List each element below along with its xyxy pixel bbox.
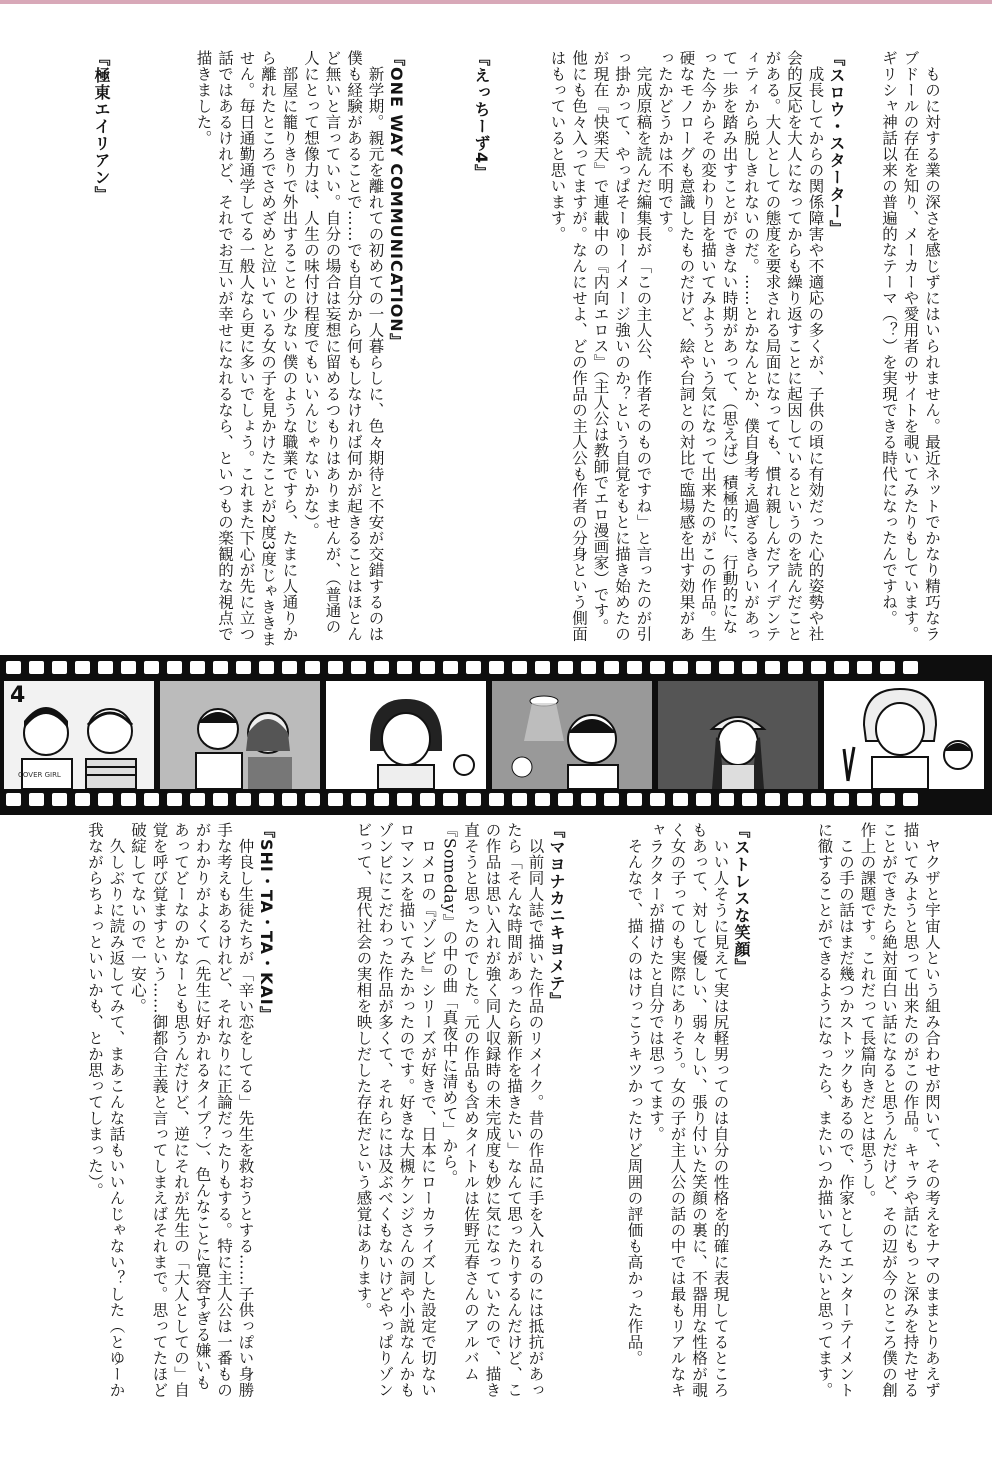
film-hole	[673, 661, 688, 674]
section-heading: 『極東エイリアン』	[92, 50, 111, 203]
paragraph: ヤクザと宇宙人という組み合わせが閃いて、その考えをナマのままとりあえず描いてみようと思って出来たのがこの作品。キャラや話にもっと深みを持たせることができたら絶対面白い話になると思うんだけど、その辺が今のところ僕の創作上の課題です。これだって長篇向きだとは思うし。	[858, 822, 941, 1398]
text-column-love-doll	[832, 50, 942, 650]
film-hole	[397, 793, 412, 806]
film-hole	[236, 793, 251, 806]
film-hole	[305, 661, 320, 674]
film-hole	[903, 661, 918, 674]
section-heading: 『マヨナカニキヨメテ』	[547, 822, 566, 1009]
frame-couple-talking	[160, 681, 320, 789]
film-hole	[558, 661, 573, 674]
film-hole	[351, 793, 366, 806]
film-hole	[903, 793, 918, 806]
text-column-ecchi-zu	[422, 50, 492, 650]
text-column-far-east-alien	[72, 50, 112, 650]
illustration-couple-talking	[160, 681, 320, 789]
section-heading: 『ストレスな笑顔』	[732, 822, 751, 975]
film-hole	[512, 661, 527, 674]
film-hole	[420, 793, 435, 806]
film-hole	[397, 661, 412, 674]
film-hole	[765, 793, 780, 806]
frame-ufo-boy	[492, 681, 652, 789]
film-hole	[742, 661, 757, 674]
film-hole	[880, 793, 895, 806]
film-hole	[673, 793, 688, 806]
film-hole	[144, 793, 159, 806]
film-hole	[834, 661, 849, 674]
film-hole	[259, 661, 274, 674]
frame-caption: COVER GIRL	[18, 771, 61, 779]
film-hole	[305, 793, 320, 806]
film-hole	[236, 661, 251, 674]
film-hole	[259, 793, 274, 806]
film-hole	[98, 661, 113, 674]
film-hole	[282, 661, 297, 674]
illustration-ufo-boy	[492, 681, 652, 789]
film-hole	[650, 793, 665, 806]
paragraph: 久しぶりに読み返してみて、まあこんな話もいいんじゃない？した（とゆーか我ながらちょっといいかも、とか思ってしまった）。	[86, 822, 126, 1398]
film-hole	[121, 793, 136, 806]
film-hole	[696, 793, 711, 806]
film-hole	[167, 793, 182, 806]
film-hole	[466, 661, 481, 674]
illustration-girl-bob-hair	[326, 681, 486, 789]
film-hole	[29, 661, 44, 674]
paragraph: そんなで、描くのはけっこうキツかったけど周囲の評価も高かった作品。	[625, 837, 644, 1366]
section-heading: 『えっちーず4』	[472, 50, 491, 182]
film-hole	[581, 661, 596, 674]
film-perforations-bottom	[0, 793, 992, 809]
paragraph: この手の話はまだ幾つかストックもあるので、作家としてエンターテイメントに徹することができるようになったら、またいつか描いてみたいと思ってます。	[815, 822, 855, 1398]
film-hole	[719, 661, 734, 674]
film-hole	[489, 793, 504, 806]
text-column-shi-ta-ta-kai	[57, 822, 277, 1402]
film-hole	[443, 661, 458, 674]
film-hole	[6, 793, 21, 806]
film-hole	[880, 661, 895, 674]
film-hole	[788, 661, 803, 674]
paragraph: ものに対する業の深さを感じずにはいられません。最近ネットでかなり精巧なラブドールの存在を知り、メーカーや愛用者のサイトを覗いてみたりもしています。ギリシャ神話以来の普遍的なテーマ（？）を実現できる時代になったんですね。	[880, 50, 941, 642]
film-hole	[351, 661, 366, 674]
paragraph: 成長してからの関係障害や不適応の多くが、子供の頃に有効だった心的姿勢や社会的反応を大人になってからも繰り返すことに起因しているというのを読んだことがある。大人としての態度を要求される局面になっても、慣れ親しんだアイデンティティから脱しきれないのだ。……とかなんとか、僕自身考え過ぎるきらいがあって一歩を踏み出すことができない時期があって、（思えば）積極的に、行動的になった今からその変わり目を描いてみようという気になって出来たのがこの作品。生硬なモノローグも意識したものだけど、絵や台詞との対比で臨場感を出す効果があったかどうかは不明です。	[656, 50, 825, 642]
film-hole	[167, 661, 182, 674]
film-hole	[282, 793, 297, 806]
film-frames	[0, 681, 992, 789]
text-column-mayonaka	[272, 822, 567, 1402]
film-hole	[604, 661, 619, 674]
section-heading: 『ONE WAY COMMUNICATION』	[387, 50, 406, 350]
film-hole	[144, 661, 159, 674]
text-column-one-way	[127, 50, 407, 650]
film-hole	[443, 793, 458, 806]
film-hole	[29, 793, 44, 806]
film-hole	[420, 661, 435, 674]
paragraph: 部屋に籠りきりで外出することの少ない僕のような職業ですら、たまに人通りから離れたところでさめざめと泣いている女の子を見かけたことが2度3度じゃききません。毎日通勤通学してる一般人なら更に多いでしょう。これまた下心が先に立つ話ではあるけれど、それでお互いが幸せになれるなら、といつもの楽観的な視点で描きました。	[194, 50, 299, 647]
text-column-slow-starter	[502, 50, 847, 650]
frame-girl-cap	[658, 681, 818, 789]
film-hole	[857, 793, 872, 806]
film-hole	[512, 793, 527, 806]
film-hole	[719, 793, 734, 806]
film-hole	[75, 661, 90, 674]
frame-number: 4	[10, 683, 26, 708]
film-hole	[213, 793, 228, 806]
film-hole	[811, 793, 826, 806]
film-strip	[0, 655, 992, 815]
text-column-stress-smile	[562, 822, 752, 1402]
film-hole	[52, 661, 67, 674]
film-hole	[190, 661, 205, 674]
film-hole	[466, 793, 481, 806]
film-hole	[489, 661, 504, 674]
film-hole	[374, 661, 389, 674]
film-hole	[535, 661, 550, 674]
paragraph: 仲良し生徒たちが「辛い恋をしてる」先生を救おうとする……子供っぽい身勝手な考えもあるけれど、それなりに正論だったりもする。特に主人公は一番ものがわかりがよくて（先生に好かれるタイプ？）、色んなことに寛容すぎる嫌いもあってどーなのかなーとも思うんだけど、逆にそれが先生の「大人としての」自覚を呼び覚ますという……御都合主義と言ってしまえばそれまで。思ってたほど破綻してないので一安心。	[129, 822, 255, 1398]
paragraph: ロメロの『ゾンビ』シリーズが好きで、日本にローカライズした設定で切ないロマンスを描いてみたかったのです。好きな大槻ケンジさんの詞や小説なんかもゾンビにこだわった作品が多くて、それらには及ぶべくもないけどやっぱりゾンビって、現代社会の実相を映しだした存在だという感覚はあります。	[354, 822, 437, 1398]
film-hole	[558, 793, 573, 806]
illustration-girl-cap	[658, 681, 818, 789]
film-hole	[788, 793, 803, 806]
illustration-woman-peace-sign	[824, 681, 984, 789]
film-perforations-top	[0, 661, 992, 677]
film-hole	[650, 661, 665, 674]
frame-woman-peace-sign	[824, 681, 984, 789]
film-hole	[765, 661, 780, 674]
film-hole	[52, 793, 67, 806]
film-hole	[374, 793, 389, 806]
film-hole	[696, 661, 711, 674]
film-hole	[535, 793, 550, 806]
film-hole	[857, 661, 872, 674]
film-hole	[627, 793, 642, 806]
film-hole	[75, 793, 90, 806]
paragraph: 以前同人誌で描いた作品のリメイク。昔の作品に手を入れるのには抵抗があったら「そんな時間があったら新作を描きたい」なんて思ったりするんだけど、この作品は思い入れが強く同人収録時の未完成度も妙に気になっていたので、描き直そうと思ったのでした。元の作品も含めタイトルは佐野元春さんのアルバム『Someday』の中の曲「真夜中に清めて」から。	[440, 822, 545, 1398]
paragraph: 完成原稿を読んだ編集長が「この主人公、作者そのものですね」と言ったのが引っ掛かって、やっぱそーゆーイメージ強いのか？という自覚をもとに描き始めたのが現在『快楽天』で連載中の『内向エロス』（主人公は教師でエロ漫画家）です。他にも色々入ってますが。なんにせよ、どの作品の主人公も作者の分身という側面はもっていると思います。	[548, 50, 653, 642]
film-hole	[581, 793, 596, 806]
paragraph: いい人そうに見えて実は尻軽男ってのは自分の性格を的確に表現してるところもあって、対して優しい、弱々しい、張り付いた笑顔の裏に、不器用な性格が覗く女の子ってのも実際にありそう。女の子が主人公の話の中では最もリアルなキャラクターが描けたと自分では思ってます。	[647, 822, 730, 1398]
section-heading: 『スロウ・スターター』	[827, 50, 846, 237]
film-hole	[6, 661, 21, 674]
frame-girl-bob-hair	[326, 681, 486, 789]
text-column-yakuza-alien	[762, 822, 942, 1402]
film-hole	[328, 661, 343, 674]
film-hole	[627, 661, 642, 674]
frame-cover-girls	[4, 681, 154, 789]
film-hole	[811, 661, 826, 674]
film-hole	[328, 793, 343, 806]
film-hole	[121, 661, 136, 674]
paragraph: 新学期。親元を離れての初めての一人暮らしに、色々期待と不安が交錯するのは僕も経験があることで……でも自分から何もしなければ何かが起きることはほとんど無いと言っていい。自分の場合は妄想に留めるつもりはありませんが、（普通の人にとって想像力は、人生の味付け程度でもいいんじゃないかな）。	[302, 50, 385, 642]
film-hole	[604, 793, 619, 806]
film-hole	[834, 793, 849, 806]
film-hole	[98, 793, 113, 806]
section-heading: 『SHI・TA・TA・KAI』	[257, 822, 276, 1023]
film-hole	[742, 793, 757, 806]
film-hole	[190, 793, 205, 806]
film-hole	[213, 661, 228, 674]
